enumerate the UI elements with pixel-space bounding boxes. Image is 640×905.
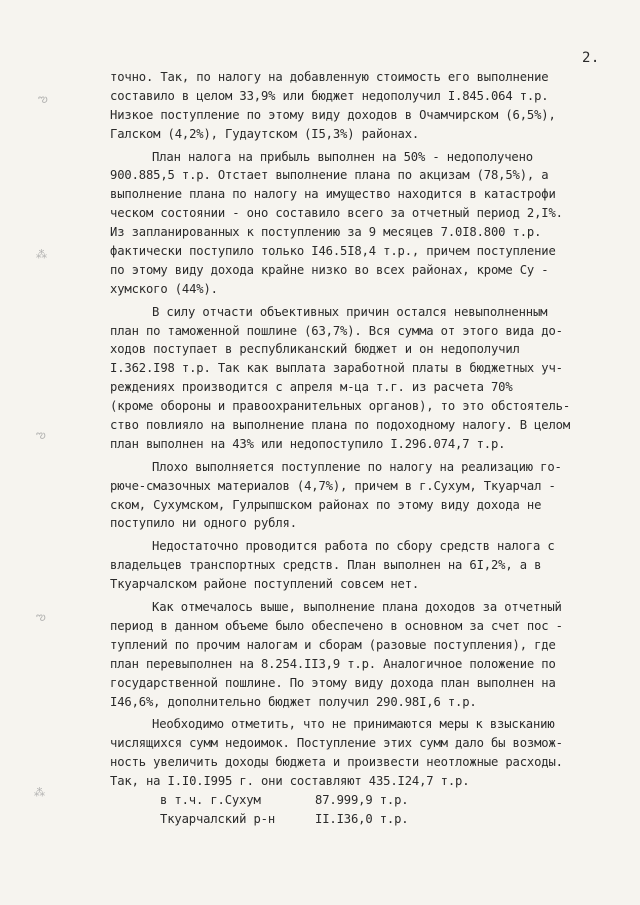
- text-line: I.362.I98 т.р. Так как выплата заработной платы в бюджетных уч-: [110, 361, 563, 376]
- text-line: I46,6%, дополнительно бюджет получил 290.98I,6 т.р.: [110, 694, 477, 709]
- text-line: ском, Сухумском, Гулрыпшском районах по этому виду дохода не: [110, 497, 542, 512]
- text-line: план выполнен на 43% или недопоступило I.296.074,7 т.р.: [110, 436, 506, 451]
- paragraph-1: [110, 68, 600, 144]
- text-line: реждениях производится с апреля м-ца т.г. из расчета 70%: [110, 380, 513, 395]
- text-line: (кроме обороны и правоохранительных органов), то это обстоятель-: [110, 399, 570, 414]
- arrears-table: [110, 791, 600, 829]
- paragraph-3: [110, 303, 600, 454]
- table-row: [160, 791, 600, 810]
- text-line: ческом состоянии - оно составило всего за отчетный период 2,I%.: [110, 206, 563, 221]
- text-line: Недостаточно проводится работа по сбору средств налога с: [152, 539, 555, 554]
- text-line: владельцев транспортных средств. План выполнен на 6I,2%, а в: [110, 558, 542, 573]
- paragraph-6: [110, 598, 600, 711]
- text-line: Из запланированных к поступлению за 9 месяцев 7.0I8.800 т.р.: [110, 225, 542, 240]
- text-line: числящихся сумм недоимок. Поступление этих сумм дало бы возмож-: [110, 736, 563, 751]
- text-line: 900.885,5 т.р. Отстает выполнение плана по акцизам (78,5%), а: [110, 168, 549, 183]
- text-line: В силу отчасти объективных причин остался невыполненным: [152, 304, 548, 319]
- margin-mark-icon: ⁂: [36, 248, 47, 261]
- margin-mark-icon: ఌ: [38, 92, 48, 105]
- row-value: 87.999,9 т.р.: [315, 792, 409, 807]
- row-label: Ткуарчалский р-н: [160, 811, 275, 826]
- text-line: план перевыполнен на 8.254.II3,9 т.р. Аналогичное положение по: [110, 656, 556, 671]
- text-line: туплений по прочим налогам и сборам (разовые поступления), где: [110, 637, 556, 652]
- text-line: Ткуарчалском районе поступлений совсем нет.: [110, 577, 420, 592]
- text-line: ность увеличить доходы бюджета и произвести неотложные расходы.: [110, 755, 563, 770]
- text-line: Необходимо отметить, что не принимаются меры к взысканию: [152, 717, 555, 732]
- text-line: Так, на I.I0.I995 г. они составляют 435.I24,7 т.р.: [110, 774, 470, 789]
- margin-mark-icon: ఌ: [36, 428, 46, 441]
- text-line: фактически поступило только I46.5I8,4 т.р., причем поступление: [110, 244, 556, 259]
- paragraph-7: [110, 715, 600, 791]
- text-line: рюче-смазочных материалов (4,7%), причем в г.Сухум, Ткуарчал -: [110, 478, 556, 493]
- text-line: Галском (4,2%), Гудаутском (I5,3%) районах.: [110, 126, 420, 141]
- margin-mark-icon: ⁂: [34, 786, 45, 799]
- text-line: ходов поступает в республиканский бюджет и он недополучил: [110, 342, 520, 357]
- text-line: хумского (44%).: [110, 281, 218, 296]
- paragraph-4: [110, 458, 600, 534]
- text-line: составило в целом 33,9% или бюджет недополучил I.845.064 т.р.: [110, 88, 549, 103]
- text-line: Низкое поступление по этому виду доходов в Очамчирском (6,5%),: [110, 107, 556, 122]
- row-value: II.I36,0 т.р.: [315, 811, 409, 826]
- page-number: 2.: [582, 50, 600, 66]
- text-line: план по таможенной пошлине (63,7%). Вся сумма от этого вида до-: [110, 323, 563, 338]
- text-line: государственной пошлине. По этому виду дохода план выполнен на: [110, 675, 556, 690]
- text-line: ство повлияло на выполнение плана по подоходному налогу. В целом: [110, 418, 570, 433]
- table-row: [160, 810, 600, 829]
- row-label: в т.ч. г.Сухум: [160, 792, 261, 807]
- text-line: выполнение плана по налогу на имущество находится в катастрофи: [110, 187, 556, 202]
- text-line: План налога на прибыль выполнен на 50% - недополучено: [152, 149, 533, 164]
- text-line: период в данном объеме было обеспечено в основном за счет пос -: [110, 618, 563, 633]
- text-line: точно. Так, по налогу на добавленную стоимость его выполнение: [110, 70, 549, 84]
- paragraph-2: [110, 148, 600, 299]
- paragraph-5: [110, 537, 600, 594]
- text-line: по этому виду дохода крайне низко во всех районах, кроме Су -: [110, 262, 549, 277]
- margin-mark-icon: ఌ: [36, 610, 46, 623]
- text-line: поступило ни одного рубля.: [110, 516, 297, 531]
- text-line: Как отмечалось выше, выполнение плана доходов за отчетный: [152, 600, 562, 615]
- text-line: Плохо выполняется поступление по налогу на реализацию го-: [152, 459, 562, 474]
- document-body: [110, 68, 600, 829]
